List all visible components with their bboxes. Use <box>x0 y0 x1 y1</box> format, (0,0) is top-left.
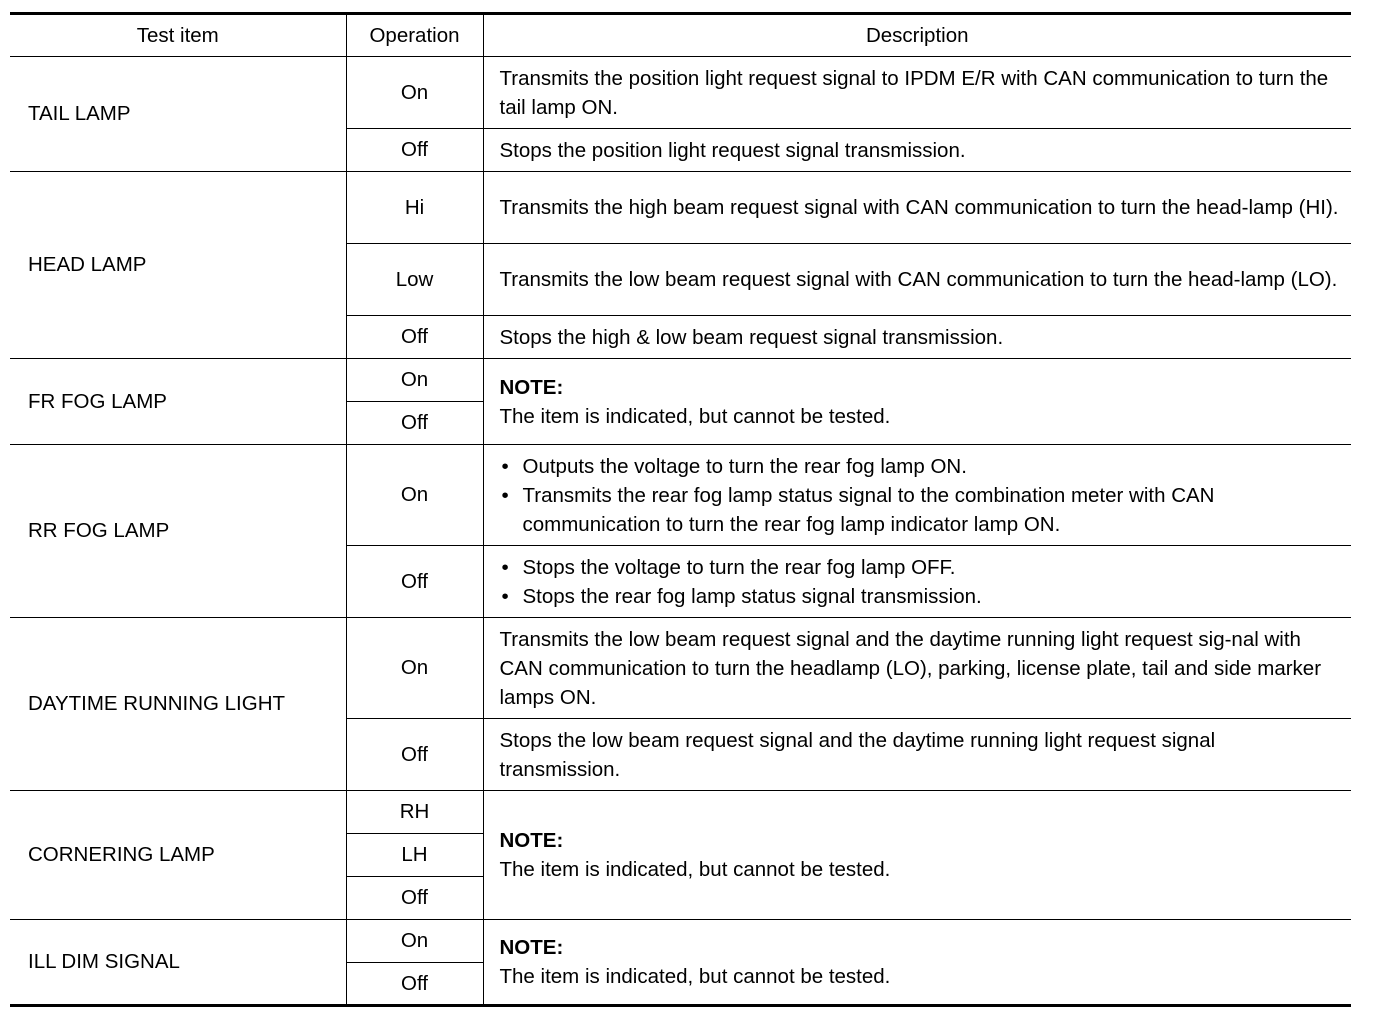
bullet-list <box>500 452 1340 539</box>
description-cell <box>483 445 1351 546</box>
list-item: • Stops the voltage to turn the rear fog lamp OFF. <box>500 553 1340 582</box>
operation-cell: RH <box>346 791 483 834</box>
operation-cell: Off <box>346 129 483 172</box>
header-operation: Operation <box>346 14 483 57</box>
description-cell <box>483 546 1351 618</box>
note-text: The item is indicated, but cannot be tested. <box>499 404 891 428</box>
table-row <box>10 791 1351 834</box>
operation-cell: Hi <box>346 172 483 244</box>
test-item-table <box>10 12 1351 1007</box>
description-cell: Stops the position light request signal transmission. <box>483 129 1351 172</box>
operation-cell: Off <box>346 963 483 1006</box>
operation-cell: Off <box>346 402 483 445</box>
operation-cell: LH <box>346 834 483 877</box>
operation-cell: On <box>346 445 483 546</box>
description-cell: Transmits the low beam request signal with CAN communication to turn the head-lamp (LO). <box>483 244 1351 316</box>
list-item: • Transmits the rear fog lamp status signal to the combination meter with CAN communication to turn the rear fog lamp indicator lamp ON. <box>500 481 1340 539</box>
table-row <box>10 57 1351 129</box>
table-row <box>10 920 1351 963</box>
list-item: • Outputs the voltage to turn the rear fog lamp ON. <box>500 452 1340 481</box>
header-description: Description <box>483 14 1351 57</box>
operation-cell: Off <box>346 316 483 359</box>
list-item: • Stops the rear fog lamp status signal transmission. <box>500 582 1340 611</box>
table-row <box>10 445 1351 546</box>
note-cell <box>483 920 1351 1006</box>
note-text: The item is indicated, but cannot be tested. <box>499 858 891 881</box>
table-row <box>10 618 1351 719</box>
description-cell: Stops the high & low beam request signal transmission. <box>483 316 1351 359</box>
operation-cell: On <box>346 57 483 129</box>
note-title: NOTE: <box>499 829 564 852</box>
note-text: The item is indicated, but cannot be tested. <box>499 965 891 988</box>
note-title: NOTE: <box>499 936 564 959</box>
test-item-head-lamp: HEAD LAMP <box>10 172 346 359</box>
table-header-row <box>10 14 1351 57</box>
note-cell <box>483 791 1351 920</box>
note-title: NOTE: <box>499 375 564 399</box>
table-row <box>10 172 1351 244</box>
test-item-tail-lamp: TAIL LAMP <box>10 57 346 172</box>
bullet-list <box>500 553 1340 611</box>
test-item-daytime-running-light: DAYTIME RUNNING LIGHT <box>10 618 346 791</box>
test-item-ill-dim-signal: ILL DIM SIGNAL <box>10 920 346 1006</box>
operation-cell: Off <box>346 546 483 618</box>
table-row <box>10 359 1351 402</box>
description-cell: Stops the low beam request signal and the daytime running light request signal transmission. <box>483 719 1351 791</box>
description-cell: Transmits the position light request signal to IPDM E/R with CAN communication to turn the tail lamp ON. <box>483 57 1351 129</box>
operation-cell: Off <box>346 877 483 920</box>
test-item-fr-fog-lamp: FR FOG LAMP <box>10 359 346 445</box>
operation-cell: Off <box>346 719 483 791</box>
test-item-rr-fog-lamp: RR FOG LAMP <box>10 445 346 618</box>
operation-cell: On <box>346 359 483 402</box>
note-cell <box>483 359 1351 445</box>
description-cell: Transmits the low beam request signal and the daytime running light request sig-nal with CAN communication to turn the headlamp (LO), parking, license plate, tail and side marker lamps ON. <box>483 618 1351 719</box>
operation-cell: On <box>346 920 483 963</box>
description-cell: Transmits the high beam request signal with CAN communication to turn the head-lamp (HI). <box>483 172 1351 244</box>
header-test-item: Test item <box>10 14 346 57</box>
operation-cell: On <box>346 618 483 719</box>
test-item-cornering-lamp: CORNERING LAMP <box>10 791 346 920</box>
operation-cell: Low <box>346 244 483 316</box>
